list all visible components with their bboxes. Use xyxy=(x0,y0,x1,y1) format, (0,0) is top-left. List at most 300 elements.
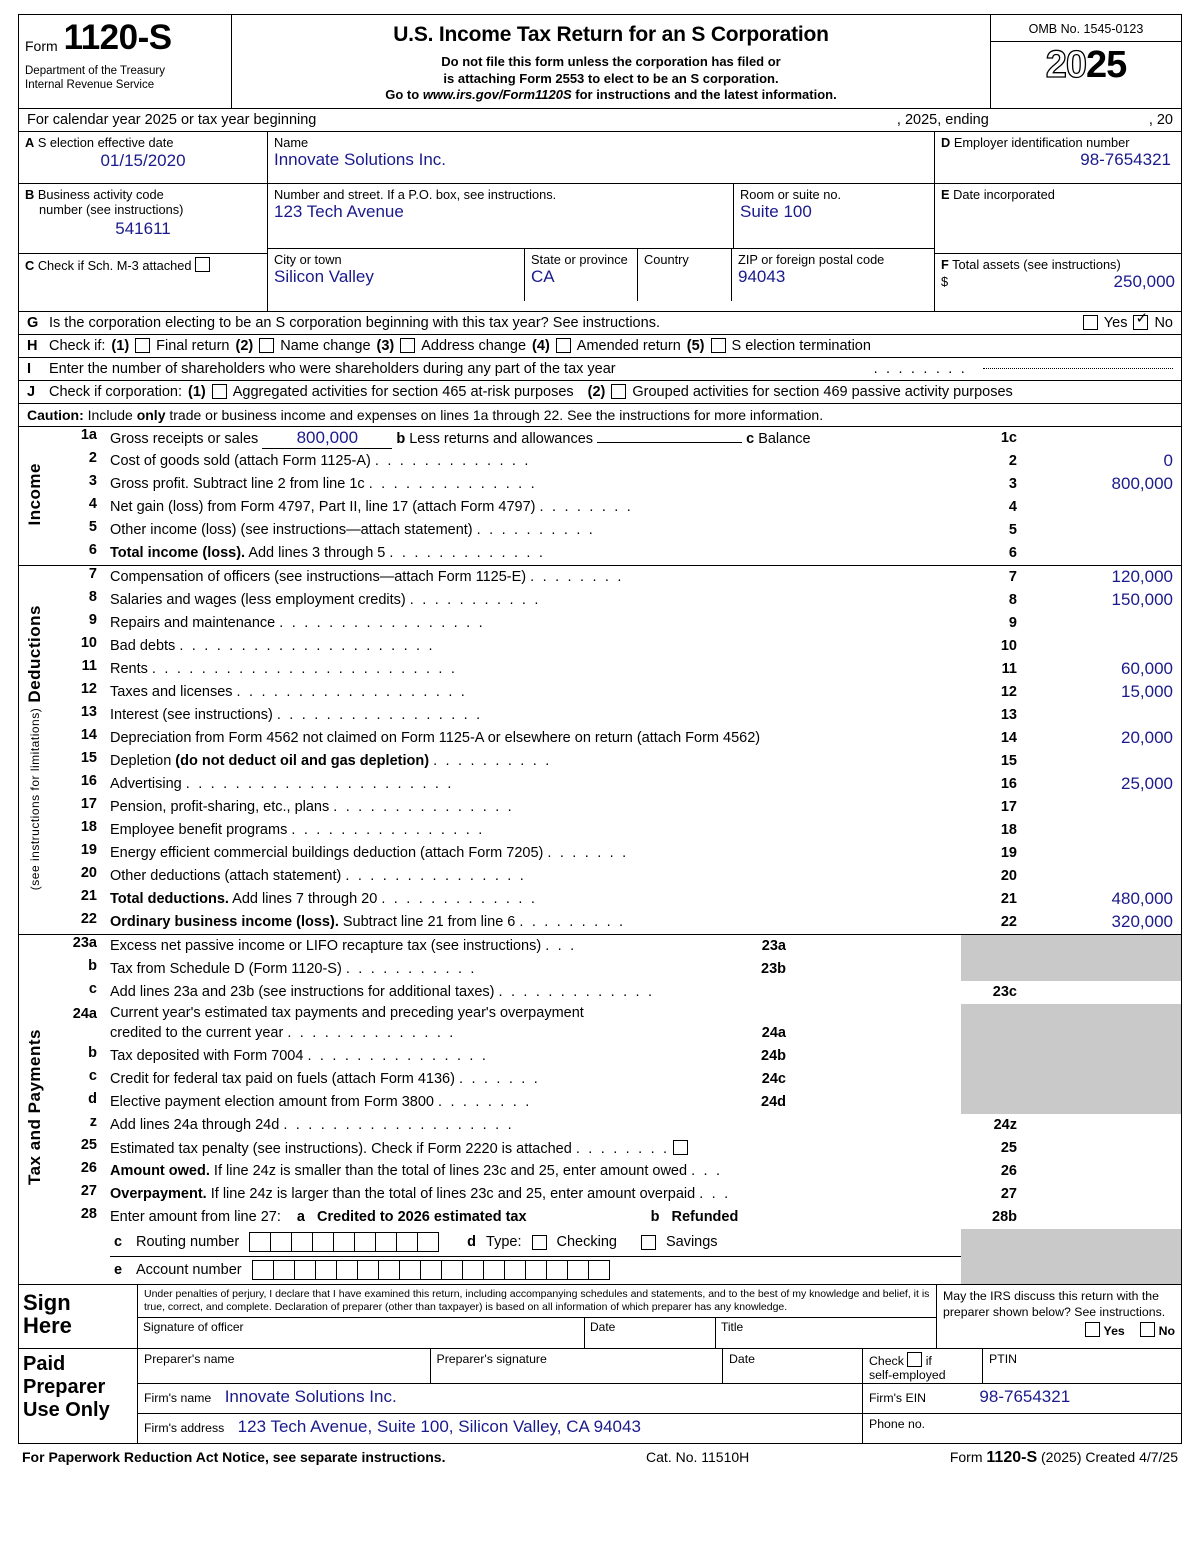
form-word: Form xyxy=(25,38,58,55)
income-label-text: Income xyxy=(25,462,44,526)
line-20-label: Other deductions (attach statement) xyxy=(110,868,342,885)
form-identifier-block xyxy=(19,15,232,108)
line-5-amount[interactable] xyxy=(1023,519,1182,542)
subtitle-line-1: Do not file this form unless the corporation has filed or xyxy=(441,54,781,69)
footer-form-number: 1120-S xyxy=(986,1449,1038,1467)
firm-ein-field[interactable] xyxy=(863,1384,1181,1413)
total-assets-label: Total assets (see instructions) xyxy=(952,256,1121,272)
here-word: Here xyxy=(23,1312,72,1338)
line-1a-desc xyxy=(102,427,961,450)
sch-m3-checkbox[interactable] xyxy=(195,257,210,272)
tax-payments-section xyxy=(18,935,1182,1285)
line-5-desc: Other income (loss) (see instructions—attach statement) . . . . . . . . . . xyxy=(110,522,596,539)
line-25-desc: Estimated tax penalty (see instructions). Check if Form 2220 is attached . . . . . . . . xyxy=(102,1137,961,1160)
line-5-number: 5 xyxy=(88,518,97,535)
corp-name-value: Innovate Solutions Inc. xyxy=(274,149,447,169)
line-24d-code xyxy=(961,1091,1023,1114)
account-label: Account number xyxy=(136,1262,242,1279)
ptin-field[interactable] xyxy=(983,1349,1181,1383)
income-section xyxy=(18,427,1182,566)
line-1a-value[interactable]: 800,000 xyxy=(262,428,392,449)
savings-checkbox[interactable] xyxy=(641,1235,656,1250)
irs-discuss-block xyxy=(937,1285,1181,1348)
line-24a-number: 24a xyxy=(72,1005,97,1022)
caution-text-1: Include xyxy=(83,406,137,423)
line-13-number: 13 xyxy=(80,703,97,720)
line-16-amount[interactable]: 25,000 xyxy=(1121,774,1173,794)
line-23a-midamount[interactable] xyxy=(791,935,961,958)
line-12-code: 12 xyxy=(961,681,1023,704)
j-item-1-label: Aggregated activities for section 465 at-risk purposes xyxy=(232,383,574,400)
line-28a-letter: a xyxy=(296,1209,305,1226)
line-13-label: Interest (see instructions) xyxy=(110,707,273,724)
line-9-code: 9 xyxy=(961,612,1023,635)
line-18-amount[interactable] xyxy=(1023,819,1182,842)
line-28-number: 28 xyxy=(80,1205,97,1222)
line-24z-amount[interactable] xyxy=(1023,1114,1182,1137)
line-3-desc: Gross profit. Subtract line 2 from line 1c . . . . . . . . . . . . . . xyxy=(110,476,537,493)
line-15-amount[interactable] xyxy=(1023,750,1182,773)
self-employed-check[interactable] xyxy=(863,1349,983,1383)
line-19-label: Energy efficient commercial buildings deduction (attach Form 7205) xyxy=(110,845,544,862)
line-27-amount[interactable] xyxy=(1023,1183,1182,1206)
line-25-number: 25 xyxy=(80,1136,97,1153)
line-24c-midamount[interactable] xyxy=(791,1068,961,1091)
line-g-no-label: No xyxy=(1154,314,1173,331)
field-business-activity-code[interactable] xyxy=(19,184,267,254)
line-8-amount[interactable]: 150,000 xyxy=(1111,590,1173,610)
line-28ce-amount-spacer xyxy=(1023,1229,1182,1285)
line-16-desc: Advertising . . . . . . . . . . . . . . . . . . . . . . xyxy=(110,776,454,793)
line-15-desc: Depletion (do not deduct oil and gas depletion) . . . . . . . . . . xyxy=(110,753,552,770)
preparer-date-label: Date xyxy=(729,1352,755,1367)
firm-ein-value: 98-7654321 xyxy=(979,1387,1071,1407)
field-s-election-date[interactable] xyxy=(19,132,267,184)
line-24a-code-spacer xyxy=(961,1004,1023,1022)
letter-d: D xyxy=(941,134,951,150)
line-3-code: 3 xyxy=(961,473,1023,496)
line-j xyxy=(18,381,1182,404)
h-item-2-checkbox[interactable] xyxy=(259,338,274,353)
city-value: Silicon Valley xyxy=(274,266,374,286)
routing-number-input[interactable] xyxy=(249,1232,439,1252)
routing-label: Routing number xyxy=(136,1234,240,1251)
ein-label: Employer identification number xyxy=(953,134,1130,150)
line-23a-code xyxy=(961,935,1023,958)
line-g-text: Is the corporation electing to be an S corporation beginning with this tax year? See instructions. xyxy=(49,314,660,331)
h-item-4-label: Amended return xyxy=(576,337,681,354)
firm-address-label: Firm's address xyxy=(144,1421,225,1436)
calendar-year-line xyxy=(18,109,1182,132)
line-19-code: 19 xyxy=(961,842,1023,865)
line-21-desc: Total deductions. Add lines 7 through 20 . . . . . . . . . . . . . xyxy=(110,891,538,908)
h-item-3-label: Address change xyxy=(421,337,527,354)
line-16-code: 16 xyxy=(961,773,1023,796)
line-26-number: 26 xyxy=(80,1159,97,1176)
line-13-amount[interactable] xyxy=(1023,704,1182,727)
h-item-5-checkbox[interactable] xyxy=(711,338,726,353)
line-20-amount[interactable] xyxy=(1023,865,1182,888)
line-23b-amount xyxy=(1023,958,1182,981)
line-10-code: 10 xyxy=(961,635,1023,658)
line-28-amount[interactable] xyxy=(1023,1206,1182,1229)
form-title-block xyxy=(232,15,991,108)
line-24c-label: Credit for federal tax paid on fuels (attach Form 4136) xyxy=(110,1071,455,1088)
total-assets-value: 250,000 xyxy=(1113,271,1175,291)
h-item-4-num: (4) xyxy=(532,337,550,354)
line-14-desc: Depreciation from Form 4562 not claimed on Form 1125-A or elsewhere on return (attach Form 4562) xyxy=(110,730,761,747)
corp-name-label: Name xyxy=(274,134,309,150)
line-24b-number: b xyxy=(88,1044,97,1061)
subtitle-line-2: is attaching Form 2553 to elect to be an S corporation. xyxy=(443,70,779,86)
line-23b-code xyxy=(961,958,1023,981)
line-24b-midamount[interactable] xyxy=(791,1045,961,1068)
preparer-signature-label: Preparer's signature xyxy=(436,1352,547,1367)
line-18-desc: Employee benefit programs . . . . . . . . . . . . . . . . xyxy=(110,822,485,839)
subtitle-line-3 xyxy=(238,87,984,104)
irs-discuss-no-checkbox[interactable] xyxy=(1140,1322,1155,1337)
calendar-year-end: , 20 xyxy=(1148,111,1173,128)
account-number-input[interactable] xyxy=(252,1260,610,1280)
signature-of-officer-field[interactable]: Signature of officer xyxy=(138,1318,585,1348)
line-7-amount[interactable]: 120,000 xyxy=(1111,567,1173,587)
line-j-text: Check if corporation: xyxy=(49,383,182,400)
line-4-amount[interactable] xyxy=(1023,496,1182,519)
line-9-label: Repairs and maintenance xyxy=(110,615,276,632)
calendar-year-mid: , 2025, ending xyxy=(896,111,989,128)
line-15-number: 15 xyxy=(80,749,97,766)
line-8-desc: Salaries and wages (less employment credits) . . . . . . . . . . . xyxy=(110,592,541,609)
use-only-word: Use Only xyxy=(23,1399,110,1422)
letter-f: F xyxy=(941,256,949,272)
line-10-amount[interactable] xyxy=(1023,635,1182,658)
entity-middle-column xyxy=(268,132,935,311)
j-item-2-num: (2) xyxy=(587,383,606,400)
line-24b-midcode: 24b xyxy=(761,1048,786,1065)
caution-note xyxy=(18,404,1182,427)
line-24a-number-2 xyxy=(51,1022,102,1045)
phone-label: Phone no. xyxy=(869,1417,926,1432)
h-item-5-num: (5) xyxy=(686,337,705,354)
self-employed-checkbox[interactable] xyxy=(907,1352,922,1367)
irs-link[interactable]: www.irs.gov/Form1120S xyxy=(422,87,572,103)
line-1c-code: 1c xyxy=(961,427,1023,450)
paid-preparer-block xyxy=(18,1349,1182,1444)
sign-here-label xyxy=(19,1285,138,1348)
omb-year-block xyxy=(991,15,1181,108)
field-city[interactable] xyxy=(268,249,525,301)
line-g-no-checkbox[interactable] xyxy=(1133,315,1148,330)
line-23b-label: Tax from Schedule D (Form 1120-S) xyxy=(110,961,342,978)
line-24c-amount xyxy=(1023,1068,1182,1091)
paperwork-notice: For Paperwork Reduction Act Notice, see separate instructions. xyxy=(22,1449,446,1466)
line-28b-letter: b xyxy=(650,1209,660,1226)
line-24d-label: Elective payment election amount from Form 3800 xyxy=(110,1094,434,1111)
line-4-code: 4 xyxy=(961,496,1023,519)
deductions-label-text xyxy=(25,605,45,890)
line-1c-label: Balance xyxy=(758,430,811,447)
line-6-amount[interactable] xyxy=(1023,542,1182,566)
ptin-label: PTIN xyxy=(989,1352,1018,1367)
line-24d-amount xyxy=(1023,1091,1182,1114)
calendar-year-label: For calendar year 2025 or tax year beginning xyxy=(27,111,317,128)
line-7-code: 7 xyxy=(961,566,1023,589)
field-street[interactable] xyxy=(268,184,734,248)
line-22-number: 22 xyxy=(51,911,102,935)
line-2-label: Cost of goods sold (attach Form 1125-A) xyxy=(110,453,371,470)
deductions-sub-label: (see instructions for limitations) xyxy=(28,708,42,891)
paid-word: Paid xyxy=(23,1353,66,1376)
line-25-label: Estimated tax penalty (see instructions). Check if Form 2220 is attached xyxy=(110,1140,572,1157)
line-26-desc: Amount owed. If line 24z is smaller than the total of lines 23c and 25, enter amount owed . . . xyxy=(110,1163,723,1180)
line-17-desc: Pension, profit-sharing, etc., plans . . . . . . . . . . . . . . . xyxy=(110,799,514,816)
state-label: State or province xyxy=(531,251,628,267)
field-country[interactable] xyxy=(638,249,732,301)
sign-word: Sign xyxy=(23,1289,71,1315)
line-9-desc: Repairs and maintenance . . . . . . . . . . . . . . . . . xyxy=(110,615,485,632)
page-footer xyxy=(18,1444,1182,1467)
form-header xyxy=(18,14,1182,109)
check-if-label: if xyxy=(925,1354,932,1369)
line-5-label: Other income (loss) (see instructions—attach statement) xyxy=(110,522,473,539)
line-28-code: 28b xyxy=(961,1206,1023,1229)
line-9-amount[interactable] xyxy=(1023,612,1182,635)
field-room[interactable] xyxy=(734,184,934,248)
field-state[interactable] xyxy=(525,249,638,301)
h-item-1-checkbox[interactable] xyxy=(135,338,150,353)
field-total-assets[interactable] xyxy=(935,254,1181,311)
tax-section-label xyxy=(19,935,52,1285)
catalog-number: Cat. No. 11510H xyxy=(646,1449,750,1466)
firm-name-field[interactable] xyxy=(138,1384,863,1413)
line-24a-mid-spacer-2 xyxy=(791,1004,961,1022)
line-10-label: Bad debts xyxy=(110,638,176,655)
line-23a-number: 23a xyxy=(72,934,97,951)
savings-label: Savings xyxy=(665,1234,718,1251)
line-10-desc: Bad debts . . . . . . . . . . . . . . . . . . . . . xyxy=(110,638,435,655)
line-24a-midamount[interactable] xyxy=(791,1022,961,1045)
line-28-desc xyxy=(102,1206,961,1229)
line-15-bold: (do not deduct oil and gas depletion) xyxy=(175,753,430,770)
page-title: U.S. Income Tax Return for an S Corporation xyxy=(393,23,829,46)
dept-line-2: Internal Revenue Service xyxy=(25,79,155,92)
line-2-amount[interactable]: 0 xyxy=(1163,451,1173,471)
line-24b-code xyxy=(961,1045,1023,1068)
income-section-label xyxy=(19,427,52,566)
line-14-amount[interactable]: 20,000 xyxy=(1121,728,1173,748)
h-item-2-label: Name change xyxy=(280,337,371,354)
line-27-number: 27 xyxy=(80,1182,97,1199)
h-item-4-checkbox[interactable] xyxy=(556,338,571,353)
line-26-bold: Amount owed. xyxy=(110,1163,210,1180)
line-17-amount[interactable] xyxy=(1023,796,1182,819)
h-item-3-checkbox[interactable] xyxy=(400,338,415,353)
j-item-2-label: Grouped activities for section 469 passive activity purposes xyxy=(632,383,1013,400)
line-20-code: 20 xyxy=(961,865,1023,888)
city-state-row xyxy=(268,249,934,301)
line-3-label: Gross profit. Subtract line 2 from line 1c xyxy=(110,476,365,493)
line-h xyxy=(18,335,1182,358)
line-1b-value[interactable] xyxy=(597,442,742,443)
caution-only: only xyxy=(136,406,166,423)
preparer-name-field[interactable] xyxy=(138,1349,431,1383)
line-25-amount[interactable] xyxy=(1023,1137,1182,1160)
line-21-amount[interactable]: 480,000 xyxy=(1111,889,1173,909)
signature-date-field[interactable]: Date xyxy=(585,1318,716,1348)
line-14-number: 14 xyxy=(80,726,97,743)
line-11-label: Rents xyxy=(110,661,148,678)
line-11-desc: Rents . . . . . . . . . . . . . . . . . . . . . . . . . xyxy=(110,661,458,678)
line-g-yes-checkbox[interactable] xyxy=(1083,315,1098,330)
irs-discuss-yes-checkbox[interactable] xyxy=(1085,1322,1100,1337)
h-item-5-label: S election termination xyxy=(731,337,871,354)
line-11-amount[interactable]: 60,000 xyxy=(1121,659,1173,679)
footer-form-word: Form xyxy=(949,1449,987,1466)
routing-letter: c xyxy=(113,1234,123,1251)
form-2220-checkbox[interactable] xyxy=(673,1140,688,1155)
line-2-number: 2 xyxy=(88,449,97,466)
line-24a-amount xyxy=(1023,1022,1182,1045)
business-activity-code-value: 541611 xyxy=(115,218,171,238)
irs-discuss-yes-label: Yes xyxy=(1103,1323,1125,1338)
preparer-word: Preparer xyxy=(23,1376,106,1399)
letter-a: A xyxy=(25,134,35,150)
j-item-2-checkbox[interactable] xyxy=(611,384,626,399)
line-12-desc: Taxes and licenses . . . . . . . . . . . . . . . . . . . xyxy=(110,684,468,701)
deductions-section-label xyxy=(19,566,52,935)
s-election-date-value: 01/15/2020 xyxy=(100,150,186,170)
line-1b-label: Less returns and allowances xyxy=(409,430,594,447)
field-date-incorporated[interactable] xyxy=(935,184,1181,254)
letter-i: I xyxy=(27,360,32,377)
line-19-number: 19 xyxy=(80,841,97,858)
caution-text-2: trade or business income and expenses on lines 1a through 22. See the instructions for more information. xyxy=(165,406,824,423)
j-item-1-checkbox[interactable] xyxy=(212,384,227,399)
line-25-code: 25 xyxy=(961,1137,1023,1160)
line-19-amount[interactable] xyxy=(1023,842,1182,865)
line-i xyxy=(18,358,1182,381)
line-24z-code: 24z xyxy=(961,1114,1023,1137)
line-6-bold: Total income (loss). xyxy=(110,545,246,562)
firm-name-label: Firm's name xyxy=(144,1391,212,1406)
line-24d-number: d xyxy=(88,1090,97,1107)
line-1b-letter: b xyxy=(396,430,406,447)
line-3-amount[interactable]: 800,000 xyxy=(1111,474,1173,494)
line-24z-label: Add lines 24a through 24d xyxy=(110,1117,280,1134)
line-7-label: Compensation of officers (see instructions—attach Form 1125-E) xyxy=(110,569,527,586)
field-corp-name[interactable] xyxy=(268,132,934,184)
line-23c-code: 23c xyxy=(961,981,1023,1004)
self-employed-label: self-employed xyxy=(869,1368,946,1383)
line-i-value[interactable] xyxy=(983,368,1173,369)
line-4-number: 4 xyxy=(88,495,97,512)
line-23c-number: c xyxy=(88,980,97,997)
field-zip[interactable] xyxy=(732,249,934,301)
line-24d-midamount[interactable] xyxy=(791,1091,961,1114)
line-23c-label: Add lines 23a and 23b (see instructions for additional taxes) xyxy=(110,984,495,1001)
line-2-code: 2 xyxy=(961,450,1023,473)
line-14-code: 14 xyxy=(961,727,1023,750)
line-23b-midcode: 23b xyxy=(761,961,786,978)
entity-right-column xyxy=(935,132,1181,311)
firm-address-value: 123 Tech Avenue, Suite 100, Silicon Valley, CA 94043 xyxy=(237,1417,641,1437)
line-8-code: 8 xyxy=(961,589,1023,612)
line-1c-amount[interactable] xyxy=(1023,427,1182,450)
firm-ein-label: Firm's EIN xyxy=(869,1391,926,1406)
line-23a-desc: Excess net passive income or LIFO recapture tax (see instructions) . . . xyxy=(110,938,577,955)
line-4-desc: Net gain (loss) from Form 4797, Part II, line 17 (attach Form 4797) . . . . . . . . xyxy=(110,499,633,516)
firm-name-value: Innovate Solutions Inc. xyxy=(224,1387,397,1407)
line-18-code: 18 xyxy=(961,819,1023,842)
zip-label: ZIP or foreign postal code xyxy=(738,251,885,267)
goto-prefix: Go to xyxy=(385,87,423,103)
line-15-code: 15 xyxy=(961,750,1023,773)
preparer-date-field[interactable] xyxy=(723,1349,863,1383)
goto-suffix: for instructions and the latest information. xyxy=(571,87,837,103)
line-24a-mid-spacer-1 xyxy=(738,1004,791,1022)
line-28-label: Enter amount from line 27: xyxy=(110,1209,281,1226)
line-22-desc: Ordinary business income (loss). Subtract line 21 from line 6 . . . . . . . . . xyxy=(102,911,961,935)
line-23a-label: Excess net passive income or LIFO recapture tax (see instructions) xyxy=(110,938,542,955)
line-22-amount[interactable]: 320,000 xyxy=(1023,911,1182,935)
line-26-amount[interactable] xyxy=(1023,1160,1182,1183)
room-label: Room or suite no. xyxy=(740,186,842,202)
line-23b-desc: Tax from Schedule D (Form 1120-S) . . . . . . . . . . . xyxy=(110,961,477,978)
line-24z-desc: Add lines 24a through 24d . . . . . . . . . . . . . . . . . . . xyxy=(110,1117,514,1134)
street-label: Number and street. If a P.O. box, see instructions. xyxy=(274,186,557,202)
line-6-desc: Total income (loss). Add lines 3 through 5 . . . . . . . . . . . . . xyxy=(102,542,961,566)
h-item-1-label: Final return xyxy=(156,337,230,354)
line-20-desc: Other deductions (attach statement) . . . . . . . . . . . . . . . xyxy=(110,868,526,885)
field-ein[interactable] xyxy=(935,132,1181,184)
omb-number: OMB No. 1545-0123 xyxy=(991,15,1181,42)
line-1a-label: Gross receipts or sales xyxy=(110,430,259,447)
signature-title-field[interactable]: Title xyxy=(721,1320,744,1335)
line-23c-amount[interactable] xyxy=(1023,981,1182,1004)
firm-address-field[interactable] xyxy=(138,1414,863,1443)
line-27-code: 27 xyxy=(961,1183,1023,1206)
field-sch-m3[interactable] xyxy=(19,254,267,287)
letter-e: E xyxy=(941,186,950,202)
line-1c-letter: c xyxy=(746,430,755,447)
check-label: Check xyxy=(869,1354,904,1369)
checking-checkbox[interactable] xyxy=(532,1235,547,1250)
street-value: 123 Tech Avenue xyxy=(274,201,404,221)
line-12-amount[interactable]: 15,000 xyxy=(1121,682,1173,702)
line-28ce-desc xyxy=(102,1229,961,1285)
line-24c-number: c xyxy=(88,1067,97,1084)
line-13-desc: Interest (see instructions) . . . . . . . . . . . . . . . . . xyxy=(110,707,483,724)
phone-field[interactable] xyxy=(863,1414,1181,1443)
footer-form-year: (2025) Created 4/7/25 xyxy=(1037,1449,1178,1466)
checking-label: Checking xyxy=(556,1234,617,1251)
preparer-signature-field[interactable] xyxy=(431,1349,724,1383)
line-24b-desc: Tax deposited with Form 7004 . . . . . . . . . . . . . . . xyxy=(110,1048,489,1065)
letter-j: J xyxy=(27,383,36,400)
line-22-bold: Ordinary business income (loss). xyxy=(110,914,339,931)
preparer-name-label: Preparer's name xyxy=(144,1352,235,1367)
line-23c-desc: Add lines 23a and 23b (see instructions for additional taxes) . . . . . . . . . . . . . xyxy=(110,984,655,1001)
line-21-code: 21 xyxy=(961,888,1023,911)
h-item-3-num: (3) xyxy=(376,337,395,354)
line-g xyxy=(18,312,1182,335)
line-23b-midamount[interactable] xyxy=(791,958,961,981)
letter-h: H xyxy=(27,337,38,354)
line-23a-amount xyxy=(1023,935,1182,958)
entity-information xyxy=(18,132,1182,312)
line-23a-midcode: 23a xyxy=(761,938,786,955)
bac-label-1: Business activity code xyxy=(37,186,164,202)
